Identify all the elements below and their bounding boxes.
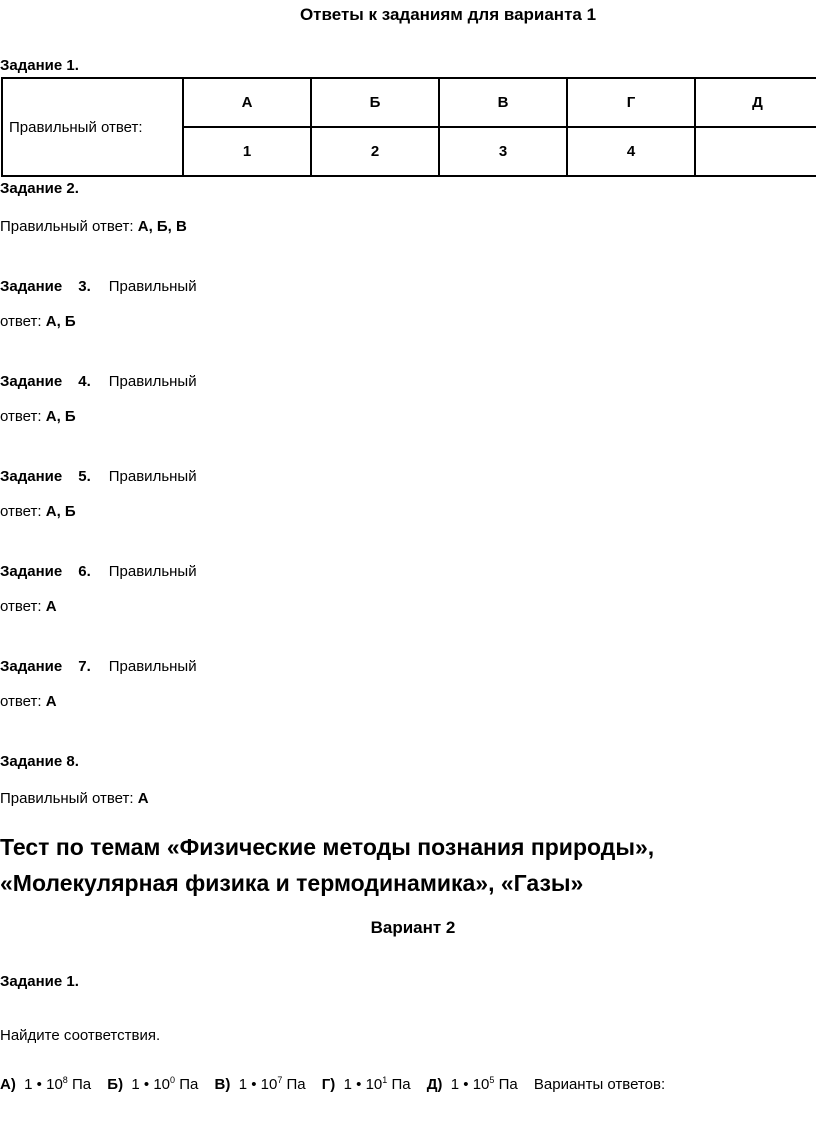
- split-task-answer: [0, 693, 57, 710]
- table-cell: Б: [311, 78, 439, 127]
- answer-label: ответ:: [0, 313, 42, 330]
- option-letter: Г): [321, 1076, 336, 1093]
- task-number: 7.: [78, 658, 91, 675]
- option-letter: А): [0, 1076, 16, 1093]
- answer-label: Правильный ответ:: [0, 218, 134, 235]
- task-2-heading: Задание 2.: [0, 180, 79, 197]
- task-word: Задание: [0, 468, 63, 485]
- split-task-heading: [0, 278, 197, 295]
- task-8-answer-line: [0, 790, 149, 807]
- answer-value: А, Б, В: [137, 218, 187, 235]
- option-letter: В): [214, 1076, 231, 1093]
- v2-task-1-heading: Задание 1.: [0, 973, 79, 990]
- answer-label: ответ:: [0, 693, 42, 710]
- option-exponent: 1: [382, 1075, 388, 1085]
- option-base: 1 • 10: [343, 1076, 383, 1093]
- table-cell: 2: [311, 127, 439, 176]
- table-cell: В: [439, 78, 567, 127]
- variant-heading: Вариант 2: [370, 918, 456, 937]
- option-unit: Па: [498, 1076, 518, 1093]
- answer-value: А, Б: [45, 313, 76, 330]
- task-number: 3.: [78, 278, 91, 295]
- answer-label: Правильный: [108, 468, 197, 485]
- table-cell: 1: [183, 127, 311, 176]
- option-letter: Б): [107, 1076, 124, 1093]
- table-cell: 4: [567, 127, 695, 176]
- split-task-answer: [0, 503, 76, 520]
- task-8-heading: Задание 8.: [0, 753, 79, 770]
- task-word: Задание: [0, 658, 63, 675]
- option-base: 1 • 10: [24, 1076, 63, 1093]
- task-number: 5.: [78, 468, 91, 485]
- answer-table: [1, 77, 816, 177]
- option-exponent: 7: [277, 1075, 283, 1085]
- answer-value: А: [45, 598, 57, 615]
- option-base: 1 • 10: [238, 1076, 278, 1093]
- table-row-label: Правильный ответ:: [2, 78, 183, 176]
- answer-value: А: [137, 790, 149, 807]
- answer-label: ответ:: [0, 408, 42, 425]
- option-item: [427, 1076, 518, 1093]
- split-task-heading: [0, 563, 197, 580]
- option-item: [215, 1076, 306, 1093]
- task-2-answer-line: [0, 218, 187, 235]
- options-line: [0, 1076, 665, 1093]
- answer-label: Правильный: [108, 563, 197, 580]
- option-exponent: 5: [489, 1075, 495, 1085]
- table-cell: Д: [695, 78, 816, 127]
- answer-label: Правильный: [108, 373, 197, 390]
- option-unit: Па: [391, 1076, 411, 1093]
- answer-value: А, Б: [45, 503, 76, 520]
- answer-label: ответ:: [0, 503, 42, 520]
- task-word: Задание: [0, 563, 63, 580]
- option-item: [0, 1076, 91, 1093]
- option-exponent: 8: [62, 1075, 68, 1085]
- answer-label: ответ:: [0, 598, 42, 615]
- option-item: [107, 1076, 198, 1093]
- split-task-heading: [0, 658, 197, 675]
- page-title: Ответы к заданиям для варианта 1: [299, 5, 597, 24]
- option-unit: Па: [71, 1076, 92, 1093]
- task-word: Задание: [0, 278, 63, 295]
- answer-value: А: [45, 693, 57, 710]
- test-title-line-2: «Молекулярная физика и термодинамика», «Газы»: [0, 870, 584, 896]
- option-letter: Д): [426, 1076, 443, 1093]
- answer-label: Правильный ответ:: [0, 790, 134, 807]
- table-cell: А: [183, 78, 311, 127]
- option-unit: Па: [179, 1076, 199, 1093]
- task-number: 6.: [78, 563, 91, 580]
- option-base: 1 • 10: [131, 1076, 171, 1093]
- option-base: 1 • 10: [450, 1076, 490, 1093]
- split-task-answer: [0, 408, 76, 425]
- task-1-heading: Задание 1.: [0, 57, 79, 74]
- table-cell: 3: [439, 127, 567, 176]
- answer-value: А, Б: [45, 408, 76, 425]
- table-row: [2, 78, 816, 127]
- task-word: Задание: [0, 373, 63, 390]
- test-title-line-1: Тест по темам «Физические методы познания природы»,: [0, 834, 655, 860]
- option-exponent: 0: [170, 1075, 176, 1085]
- option-unit: Па: [286, 1076, 306, 1093]
- split-task-heading: [0, 373, 197, 390]
- answer-label: Правильный: [108, 658, 197, 675]
- option-item: [322, 1076, 411, 1093]
- table-cell: Г: [567, 78, 695, 127]
- answer-variants-label: Варианты ответов:: [533, 1076, 666, 1093]
- split-task-answer: [0, 313, 76, 330]
- answer-label: Правильный: [108, 278, 197, 295]
- table-cell: [695, 127, 816, 176]
- split-task-heading: [0, 468, 197, 485]
- v2-task-1-instruction: Найдите соответствия.: [0, 1027, 161, 1044]
- task-number: 4.: [78, 373, 91, 390]
- split-task-answer: [0, 598, 57, 615]
